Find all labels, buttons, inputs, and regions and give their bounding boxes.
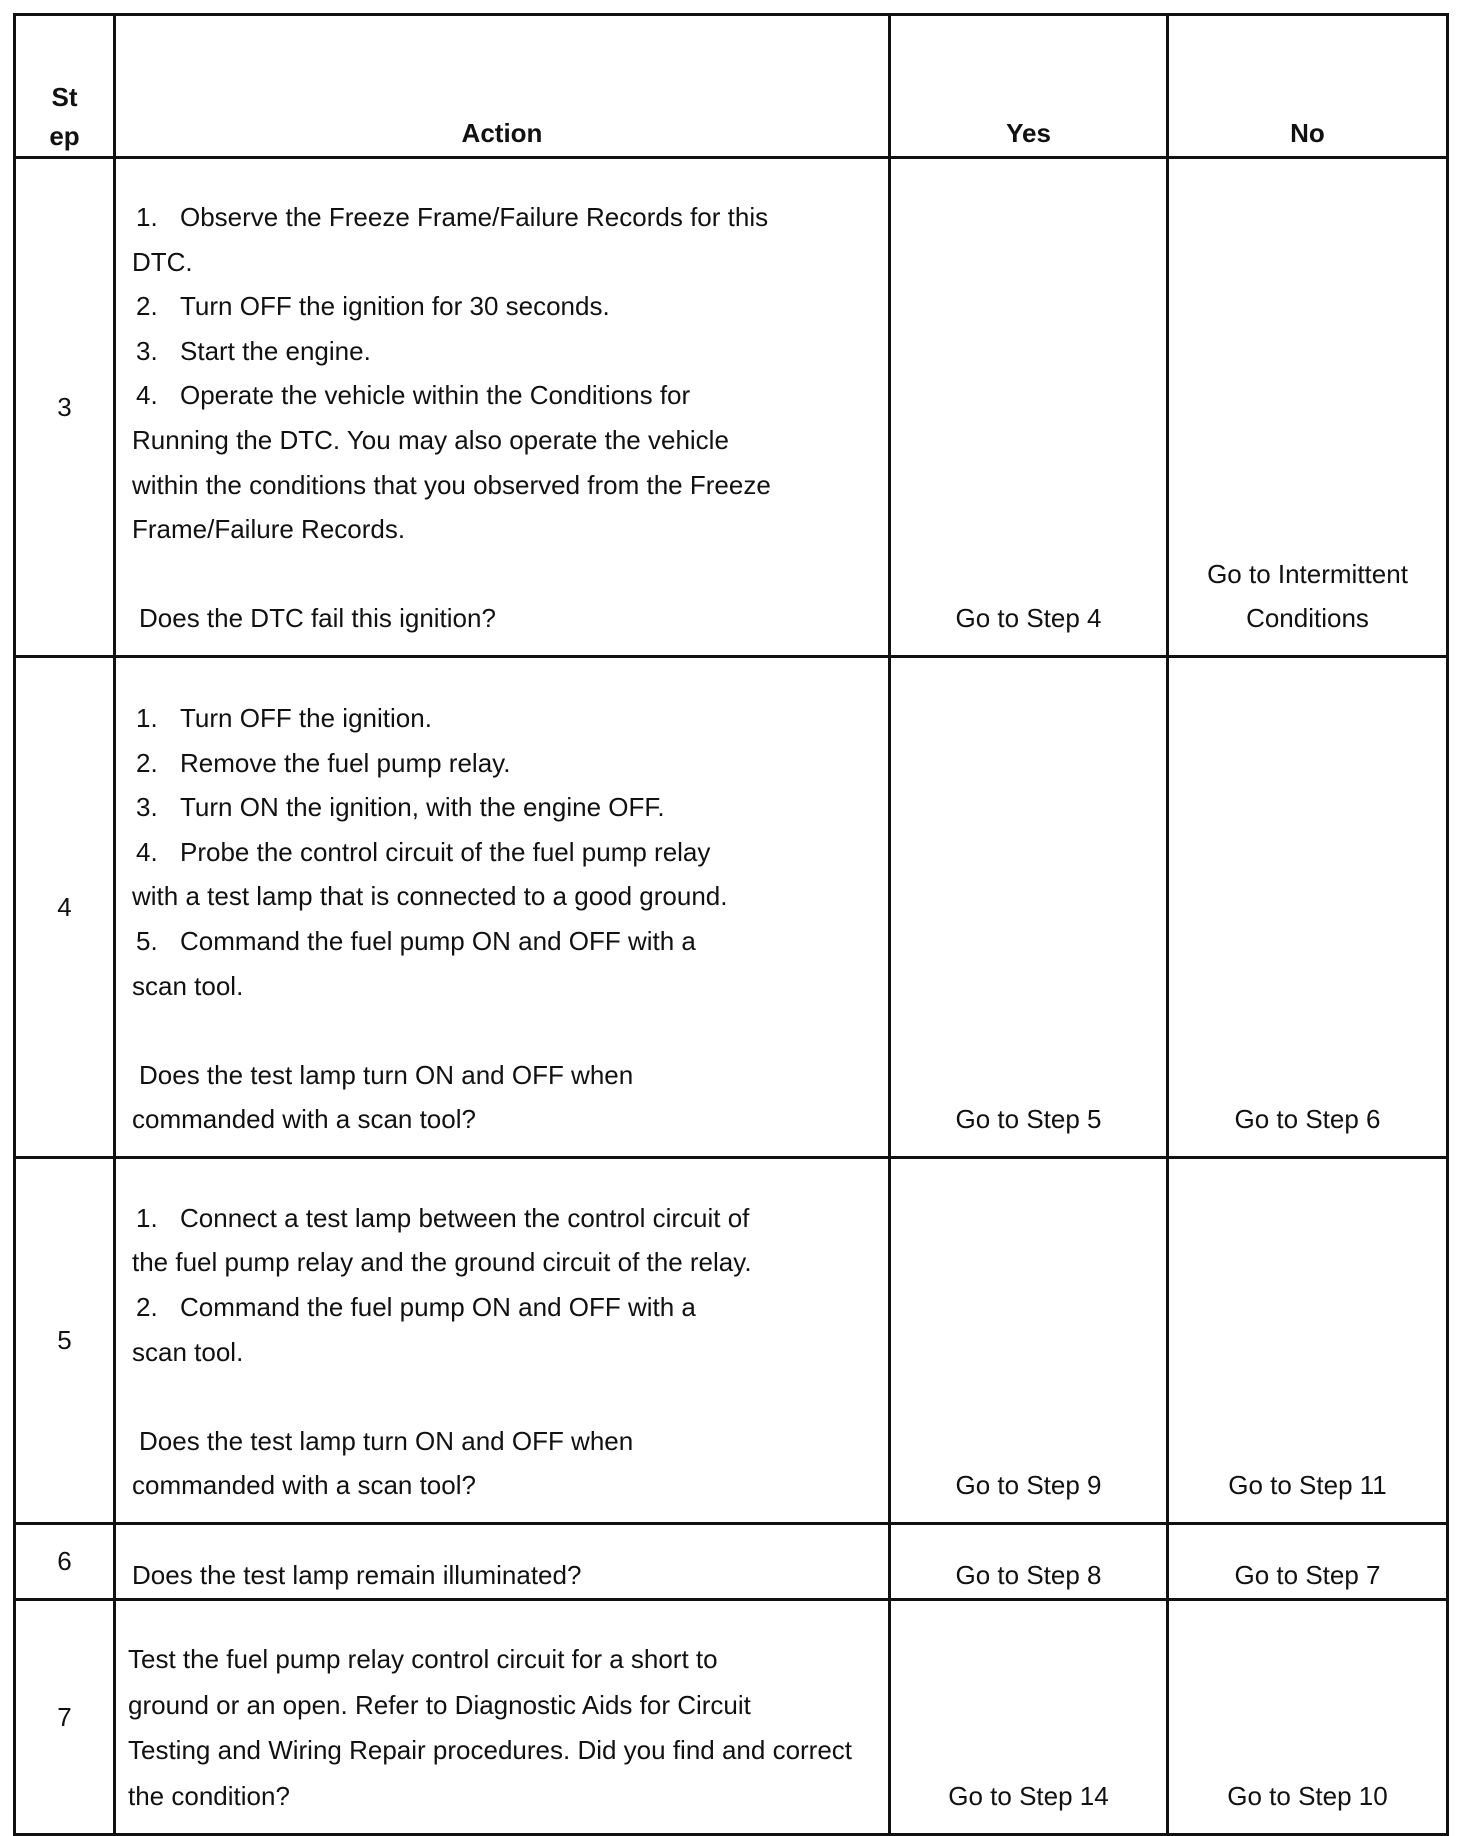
no-outcome: Go to Step 6 [1168,657,1448,1158]
action-line: DTC. [132,246,193,277]
action-line: 1. Observe the Freeze Frame/Failure Records for this [136,202,769,233]
table-row-step-4 [15,657,1448,1158]
diagnostic-table [13,13,1449,1836]
step-number: 5 [15,1158,115,1524]
no-outcome-line-1: Go to Intermittent [1207,558,1408,589]
action-question: Does the DTC fail this ignition? [139,603,496,634]
action-line: with a test lamp that is connected to a good ground. [132,881,728,912]
action-line: 1. Connect a test lamp between the control circuit of [136,1202,750,1233]
action-line: within the conditions that you observed from the Freeze [132,469,771,500]
action-line: Running the DTC. You may also operate the vehicle [132,425,729,456]
table-row-step-7 [15,1600,1448,1835]
step-number: 7 [15,1600,115,1835]
action-column-header: Action [115,15,890,158]
yes-outcome: Go to Step 9 [890,1158,1168,1524]
action-line: scan tool. [132,1336,244,1367]
action-question: Does the test lamp turn ON and OFF when [139,1425,634,1456]
action-line: the condition? [128,1780,290,1811]
table-header-row [15,15,1448,158]
action-line: the fuel pump relay and the ground circuit of the relay. [132,1247,752,1278]
action-question: commanded with a scan tool? [132,1104,476,1135]
action-cell [115,1600,890,1835]
action-cell [115,1158,890,1524]
action-line: 4. Probe the control circuit of the fuel pump relay [136,836,711,867]
no-outcome-line-2: Conditions [1246,603,1369,634]
no-outcome [1168,158,1448,657]
step-column-header [15,15,115,158]
no-column-header: No [1168,15,1448,158]
step-header-line-2: ep [49,121,80,151]
no-outcome: Go to Step 11 [1168,1158,1448,1524]
action-line: 1. Turn OFF the ignition. [136,703,432,734]
action-question: commanded with a scan tool? [132,1470,476,1501]
step-number: 6 [15,1524,115,1600]
yes-outcome: Go to Step 5 [890,657,1168,1158]
action-line: scan tool. [132,970,244,1001]
no-outcome: Go to Step 7 [1168,1524,1448,1600]
action-line: 3. Start the engine. [136,335,371,366]
yes-column-header: Yes [890,15,1168,158]
table-row-step-5 [15,1158,1448,1524]
action-question: Does the test lamp turn ON and OFF when [139,1059,634,1090]
action-line: Testing and Wiring Repair procedures. Did you find and correct [128,1735,853,1765]
action-line: ground or an open. Refer to Diagnostic Aids for Circuit [128,1689,751,1720]
action-line: 2. Turn OFF the ignition for 30 seconds. [136,291,610,322]
no-outcome: Go to Step 10 [1168,1600,1448,1835]
action-cell [115,657,890,1158]
yes-outcome: Go to Step 14 [890,1600,1168,1835]
action-line: Test the fuel pump relay control circuit for a short to [128,1644,718,1674]
action-line: 2. Command the fuel pump ON and OFF with a [136,1292,696,1323]
action-line: 2. Remove the fuel pump relay. [136,747,511,778]
action-line: 3. Turn ON the ignition, with the engine OFF. [136,792,665,823]
action-cell: Does the test lamp remain illuminated? [115,1524,890,1600]
yes-outcome: Go to Step 4 [890,158,1168,657]
action-cell [115,158,890,657]
table-row-step-6 [15,1524,1448,1600]
step-number: 4 [15,657,115,1158]
step-number: 3 [15,158,115,657]
action-line: 4. Operate the vehicle within the Conditions for [136,380,691,411]
action-line: Frame/Failure Records. [132,514,406,545]
step-header-line-1: St [51,82,78,112]
yes-outcome: Go to Step 8 [890,1524,1168,1600]
action-line: 5. Command the fuel pump ON and OFF with a [136,926,696,957]
table-row-step-3 [15,158,1448,657]
